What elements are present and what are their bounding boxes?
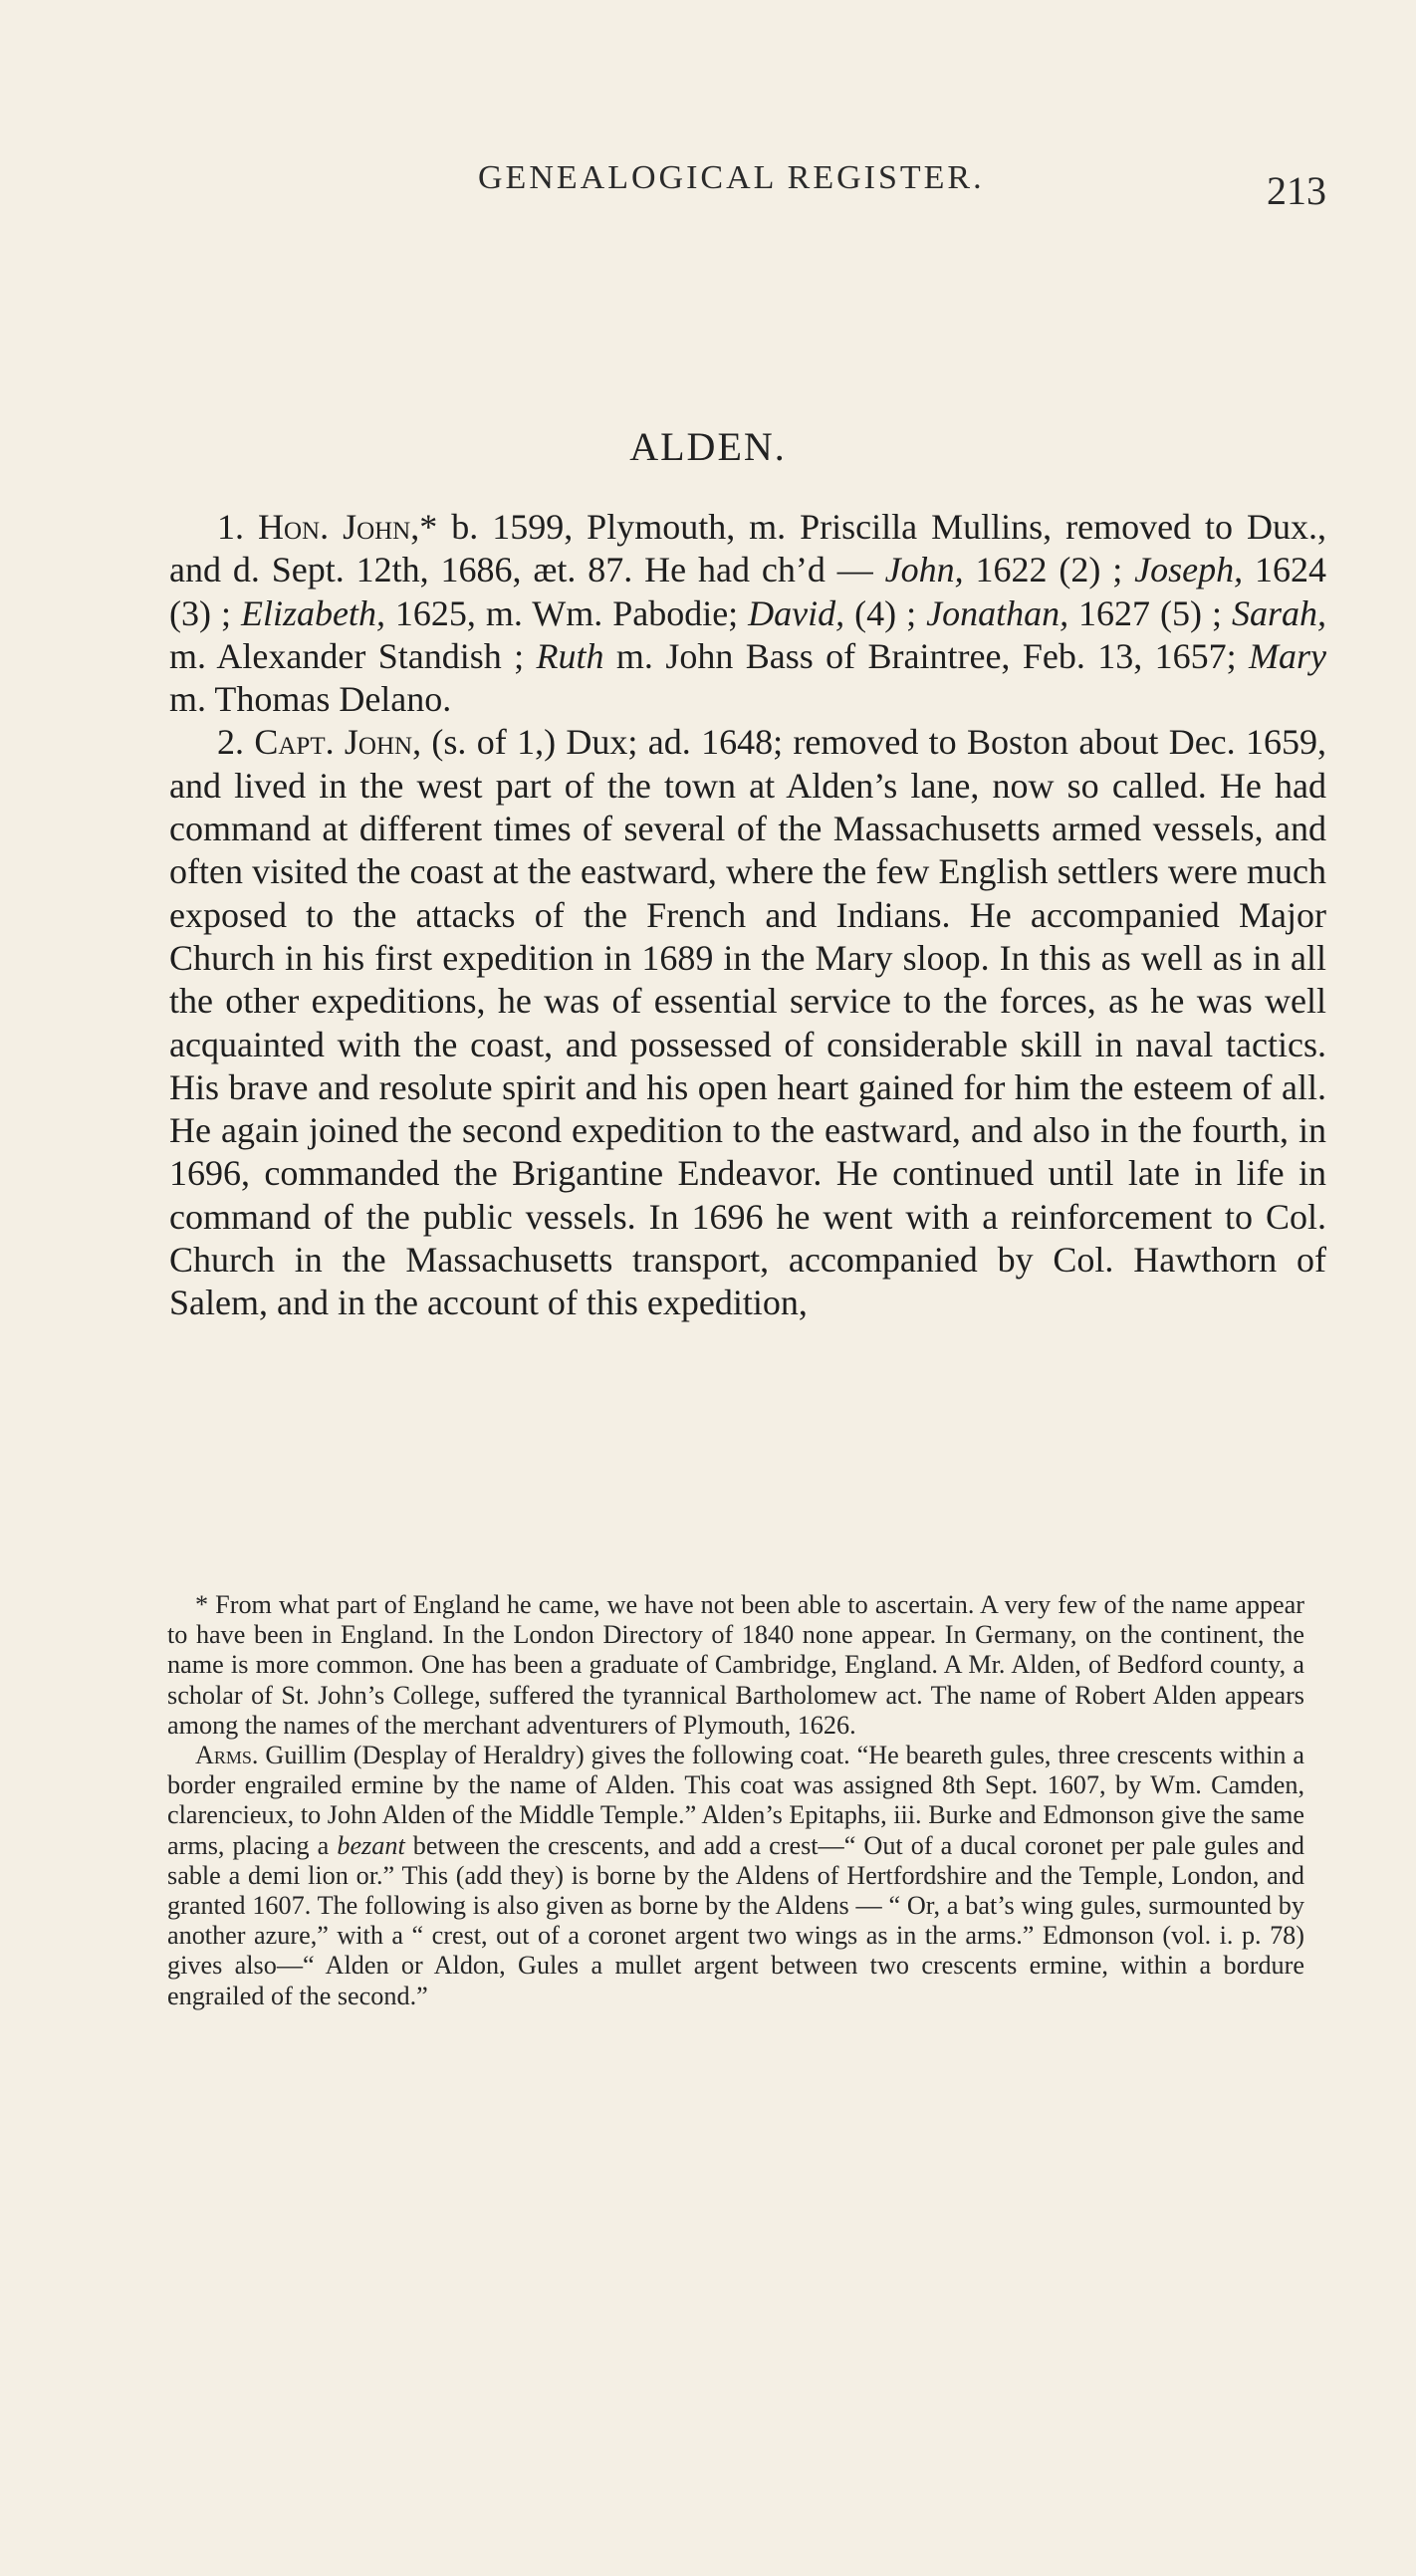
footnote-paragraph (167, 1741, 1304, 2011)
italic-text-run: John, (884, 550, 964, 590)
italic-text-run: Joseph, (1134, 550, 1244, 590)
italic-text-run: Jonathan, (926, 592, 1069, 633)
text-run: * From what part of England he came, we have not been able to ascertain. A very few of the name appear to have been in England. In the London Directory of 1840 none appear. In Germany, on the continent, the name is more common. One has been a graduate of Cambridge, England. A Mr. Alden, of Bedford county, a scholar of St. John’s College, suffered the tyrannical Bartholomew act. The name of Robert Alden appears among the names of the merchant adventurers of Plymouth, 1626. (167, 1590, 1304, 1740)
footnotes (167, 1590, 1304, 2011)
entry-title: Capt. John, (254, 722, 422, 763)
text-run: m. John Bass of Braintree, Feb. 13, 1657; (603, 635, 1249, 676)
main-text (169, 506, 1326, 1325)
section-title: ALDEN. (629, 424, 787, 469)
text-run: 1622 (2) ; (963, 550, 1135, 590)
italic-text-run: bezant (337, 1830, 405, 1860)
text-run: (4) ; (844, 592, 927, 633)
entry-paragraph (169, 721, 1326, 1324)
text-run: m. Alexander Standish ; (169, 635, 537, 676)
footnote-text (167, 1590, 1304, 1740)
text-run: 1624 (3) ; (169, 550, 1326, 633)
italic-text-run: Elizabeth, (240, 592, 385, 633)
text-run: between the crescents, and add a crest—“ Out of a ducal coronet per pale gules and sable a demi lion or.” This (add they) is borne by the Aldens of Hertfordshire and the Temple, London, and granted 1607. The following is also given as borne by the Aldens — “ Or, a bat’s wing gules, surmounted by another azure,” with a “ crest, out of a coronet argent two wings as in the arms.” Edmonson (vol. i. p. 78) gives also—“ Alden or Aldon, Gules a mullet argent between two crescents ermine, within a bordure engrailed of the second.” (167, 1830, 1305, 2010)
italic-text-run: Sarah, (1232, 592, 1327, 633)
italic-text-run: Mary (1249, 635, 1326, 676)
footnote-text (167, 1741, 1304, 2010)
footnote-paragraph (167, 1590, 1304, 1741)
text-run: 1627 (5) ; (1068, 592, 1232, 633)
text-run: m. Thomas Delano. (169, 679, 452, 720)
entry-number: 1. (217, 507, 244, 547)
text-run: b. 1599, Plymouth, m. Priscilla Mullins, removed to Dux., and d. Sept. 12th, 1686, æt. 87. He had ch’d — (169, 507, 1327, 590)
text-run: (s. of 1,) Dux; ad. 1648; removed to Boston about Dec. 1659, and lived in the west part of the town at Alden’s lane, now so called. He had command at different times of several of the Massachusetts armed vessels, and often visited the coast at the eastward, where the few English settlers were much exposed to the attacks of the French and Indians. He accompanied Major Church in his first expedition in 1689 in the Mary sloop. In this as well as in all the other expeditions, he was of essential service to the forces, as he was well acquainted with the coast, and possessed of considerable skill in naval tactics. His brave and resolute spirit and his open heart gained for him the esteem of all. He again joined the second expedition to the eastward, and also in the fourth, in 1696, commanded the Brigantine Endeavor. He continued until late in life in command of the public vessels. In 1696 he went with a reinforcement to Col. Church in the Massachusetts transport, accompanied by Col. Hawthorn of Salem, and in the account of this expedition, (169, 722, 1326, 1323)
footnote-lead: Arms. (195, 1741, 259, 1770)
italic-text-run: David, (748, 592, 845, 633)
page-number: 213 (1267, 168, 1326, 213)
entry-number: 2. (217, 722, 244, 763)
italic-text-run: Ruth (536, 635, 604, 676)
entry-text (169, 722, 1326, 1322)
text-run: 1625, m. Wm. Pabodie; (384, 592, 749, 633)
entry-title: Hon. John, (257, 507, 420, 547)
entry-paragraph (169, 506, 1326, 721)
running-head (169, 159, 1326, 213)
text-run: Guillim (Desplay of Heraldry) gives the following coat. “He beareth gules, three crescents within a border engrailed ermine by the name of Alden. This coat was assigned 8th Sept. 1607, by Wm. Camden, clarencieux, to John Alden of the Middle Temple.” Alden’s Epitaphs, iii. Burke and Edmonson give the same arms, placing a (167, 1741, 1304, 1860)
footnote-mark: * (419, 507, 438, 547)
running-title: GENEALOGICAL REGISTER. (478, 159, 985, 196)
